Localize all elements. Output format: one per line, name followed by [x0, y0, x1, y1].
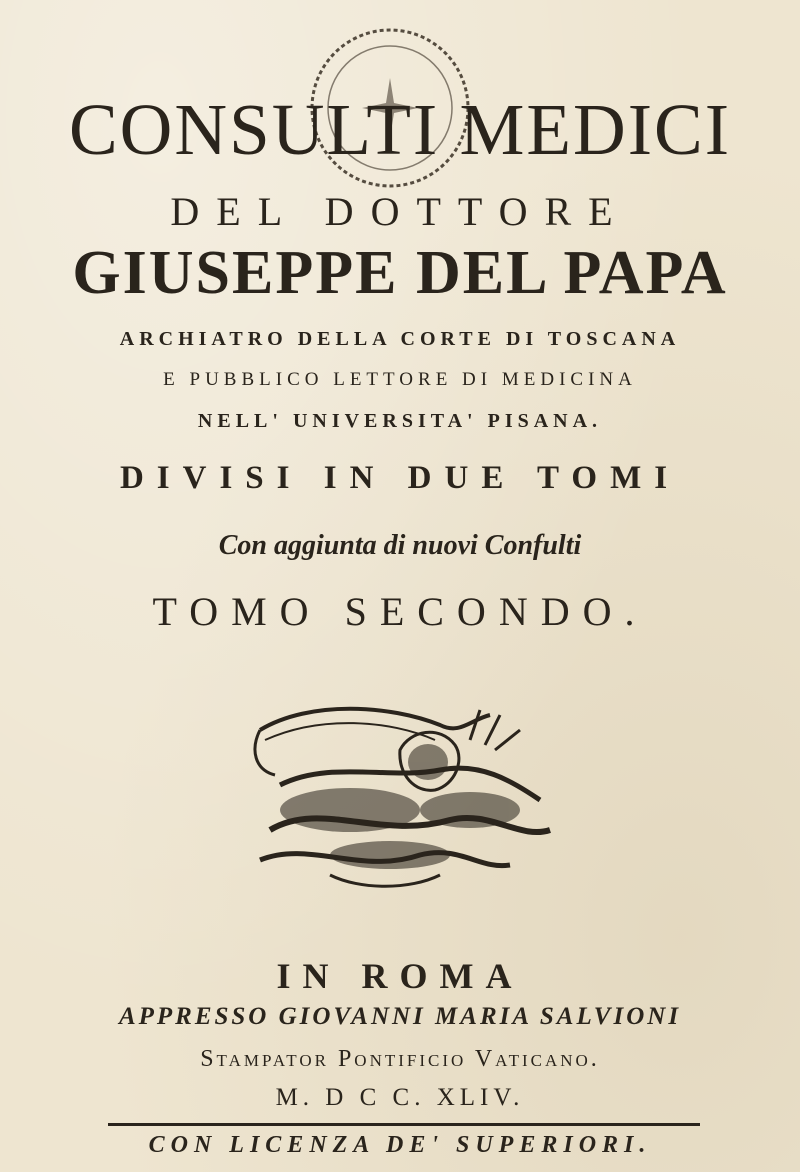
- addition-line: Con aggiunta di nuovi Confulti: [218, 530, 582, 561]
- author-title-line-3: NELL' UNIVERSITA' PISANA.: [197, 410, 603, 432]
- imprint-printer: APPRESSO GIOVANNI MARIA SALVIONI: [118, 1003, 682, 1030]
- license-line: CON LICENZA DE' SUPERIORI.: [148, 1132, 652, 1158]
- volume-number: TOMO SECONDO.: [152, 589, 648, 634]
- imprint-city: IN ROMA: [276, 956, 524, 996]
- author-name: GIUSEPPE DEL PAPA: [72, 239, 728, 307]
- imprint-year: M. D C C. XLIV.: [275, 1084, 525, 1111]
- main-title: CONSULTI MEDICI: [68, 89, 731, 170]
- author-title-line-1: ARCHIATRO DELLA CORTE DI TOSCANA: [119, 328, 681, 350]
- del-dottore-line: DEL DOTTORE: [170, 189, 630, 234]
- imprint-rule: [108, 1123, 700, 1126]
- imprint-printer-title: Stampator Pontificio Vaticano.: [200, 1046, 600, 1072]
- author-title-line-2: E PUBBLICO LETTORE DI MEDICINA: [163, 369, 637, 390]
- volumes-line: DIVISI IN DUE TOMI: [119, 460, 681, 496]
- printer-vignette-image: [240, 690, 570, 900]
